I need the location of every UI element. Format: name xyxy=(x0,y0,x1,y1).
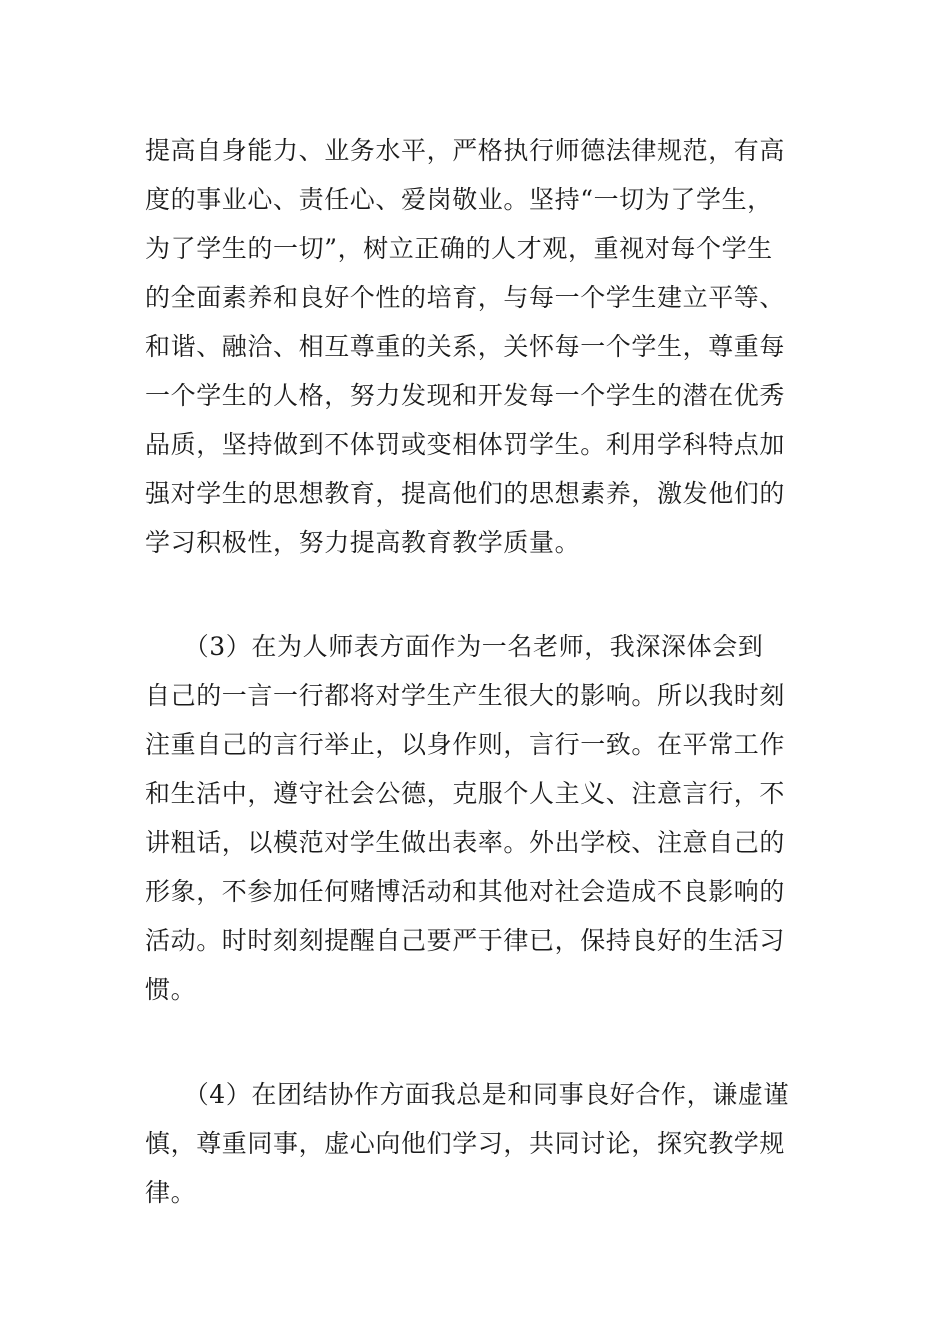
paragraph-line: 的全面素养和良好个性的培育，与每一个学生建立平等、 xyxy=(145,283,786,312)
paragraph-line: 提高自身能力、业务水平，严格执行师德法律规范，有高 xyxy=(145,136,786,165)
paragraph-line: 讲粗话，以模范对学生做出表率。外出学校、注意自己的 xyxy=(145,828,786,857)
paragraph-line: 和生活中，遵守社会公德，克服个人主义、注意言行，不 xyxy=(145,779,786,808)
paragraph-line: （4）在团结协作方面我总是和同事良好合作，谦虚谨 xyxy=(145,1080,790,1109)
paragraph-teamwork xyxy=(145,1070,810,1217)
paragraph-line: 注重自己的言行举止，以身作则，言行一致。在平常工作 xyxy=(145,730,786,759)
paragraph-line: 和谐、融洽、相互尊重的关系，关怀每一个学生，尊重每 xyxy=(145,332,786,361)
paragraph-line: 慎，尊重同事，虚心向他们学习，共同讨论，探究教学规 xyxy=(145,1129,786,1158)
paragraph-line: 度的事业心、责任心、爱岗敬业。坚持“一切为了学生， xyxy=(145,185,773,214)
paragraph-line: 惯。 xyxy=(145,975,197,1004)
paragraph-role-model xyxy=(145,622,810,1014)
paragraph-line: （3）在为人师表方面作为一名老师，我深深体会到 xyxy=(145,632,764,661)
paragraph-line: 为了学生的一切”，树立正确的人才观，重视对每个学生 xyxy=(145,234,773,263)
paragraph-line: 自己的一言一行都将对学生产生很大的影响。所以我时刻 xyxy=(145,681,786,710)
paragraph-line: 律。 xyxy=(145,1178,197,1207)
paragraph-line: 品质，坚持做到不体罚或变相体罚学生。利用学科特点加 xyxy=(145,430,786,459)
paragraph-line: 一个学生的人格，努力发现和开发每一个学生的潜在优秀 xyxy=(145,381,786,410)
paragraph-teacher-ethics xyxy=(145,126,810,567)
paragraph-line: 学习积极性，努力提高教育教学质量。 xyxy=(145,528,581,557)
paragraph-line: 强对学生的思想教育，提高他们的思想素养，激发他们的 xyxy=(145,479,786,508)
paragraph-line: 形象，不参加任何赌博活动和其他对社会造成不良影响的 xyxy=(145,877,786,906)
paragraph-line: 活动。时时刻刻提醒自己要严于律已，保持良好的生活习 xyxy=(145,926,786,955)
